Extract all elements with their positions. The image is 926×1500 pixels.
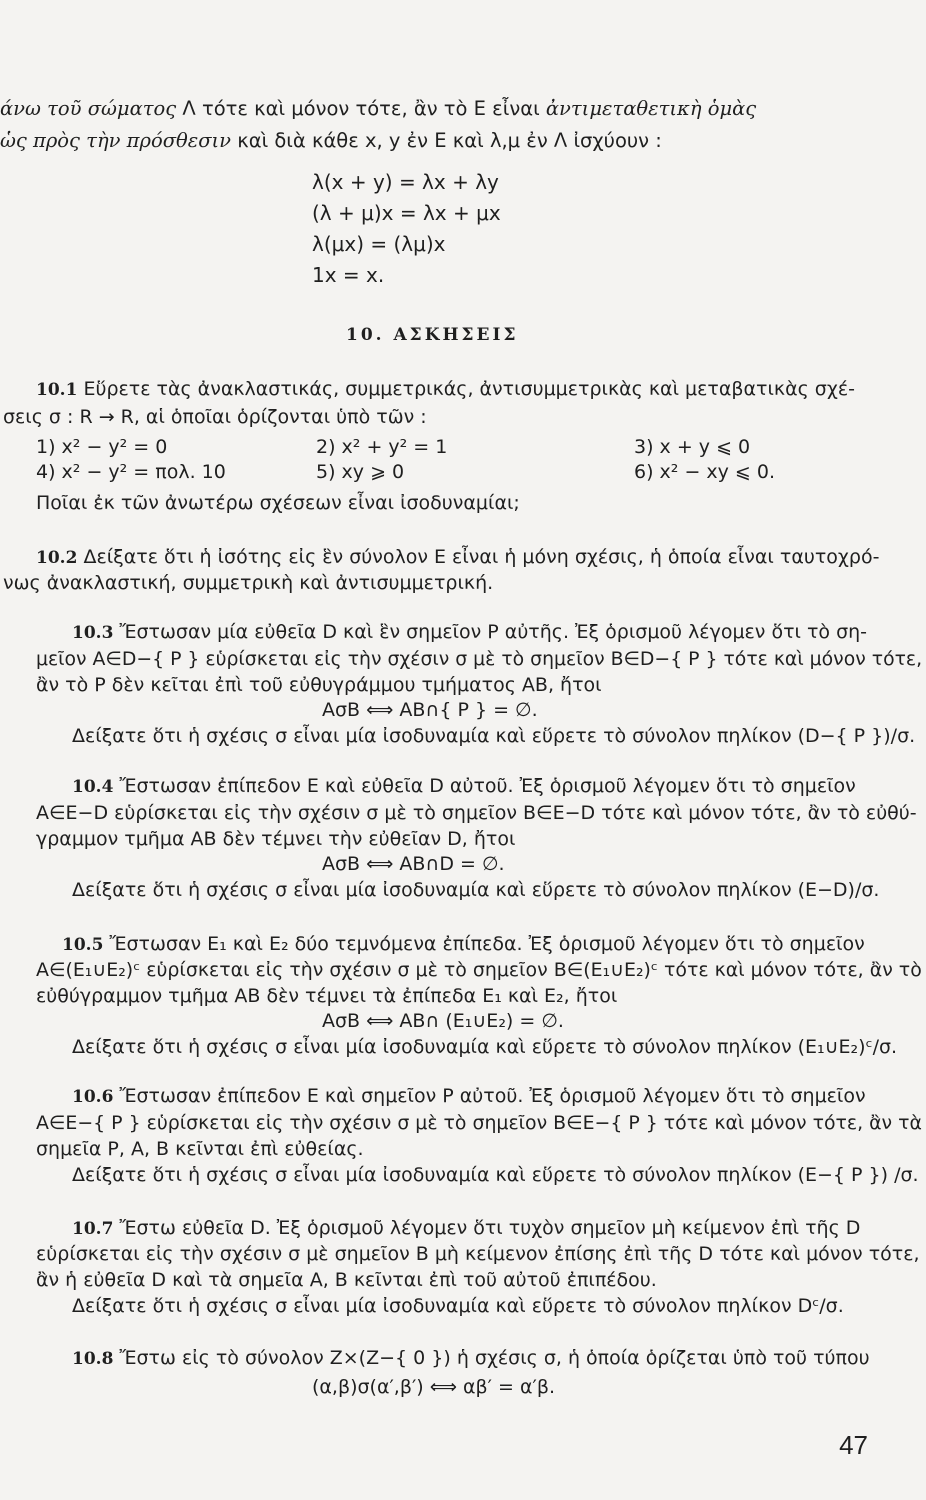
ex5-number: 10.5 — [62, 935, 104, 955]
ex3-number: 10.3 — [72, 623, 114, 643]
formula-1: λ(x + y) = λx + λy — [312, 170, 499, 194]
ex4-line-3: γραμμον τμῆμα ΑΒ δὲν τέμνει τὴν εὐθεῖαν D, ἤτοι — [36, 828, 516, 850]
ex1-rel-5: 5) xy ⩾ 0 — [316, 461, 405, 483]
ex3-line-3: ἂν τὸ Ρ δὲν κεῖται ἐπὶ τοῦ εὐθυγράμμου τμήματος ΑΒ, ἤτοι — [36, 674, 602, 696]
intro-line-1: άνω τοῦ σώματος Λ τότε καὶ μόνον τότε, ἂν τὸ Ε εἶναι ἀντιμεταθετικὴ ὁμὰς — [0, 97, 757, 120]
ex4-number: 10.4 — [72, 777, 114, 797]
ex7-line-2: εὑρίσκεται εἰς τὴν σχέσιν σ μὲ σημεῖον Β μὴ κείμενον ἐπίσης ἐπὶ τῆς D τότε καὶ μόνον τότε, — [36, 1243, 920, 1265]
formula-4: 1x = x. — [312, 263, 385, 287]
ex1-question: Ποῖαι ἐκ τῶν ἀνωτέρω σχέσεων εἶναι ἰσοδυναμίαι; — [36, 492, 520, 514]
ex1-rel-4: 4) x² − y² = πολ. 10 — [36, 461, 226, 483]
intro-italic-3: ὡς πρὸς τὴν πρόσθεσιν — [0, 129, 232, 152]
ex2-line-2: νως ἀνακλαστική, συμμετρικὴ καὶ ἀντισυμμετρική. — [3, 572, 494, 594]
ex4-line-1: 10.4 Ἔστωσαν ἐπίπεδον Ε καὶ εὐθεῖα D αὐτοῦ. Ἐξ ὁρισμοῦ λέγομεν ὅτι τὸ σημεῖον — [72, 775, 856, 797]
ex6-line-4: Δείξατε ὅτι ἡ σχέσις σ εἶναι μία ἰσοδυναμία καὶ εὕρετε τὸ σύνολον πηλίκον (E−{ P }) /σ. — [72, 1164, 919, 1186]
ex5-formula: AσB ⟺ AB∩ (E₁∪E₂) = ∅. — [322, 1010, 564, 1032]
ex8-formula: (α,β)σ(α′,β′) ⟺ αβ′ = α′β. — [312, 1376, 555, 1398]
ex2-number: 10.2 — [36, 548, 78, 568]
ex5-line-2: A∈(E₁∪E₂)ᶜ εὑρίσκεται εἰς τὴν σχέσιν σ μὲ τὸ σημεῖον B∈(E₁∪E₂)ᶜ τότε καὶ μόνον τότε, ἂν τὸ — [36, 959, 922, 981]
ex1-rel-3: 3) x + y ⩽ 0 — [634, 436, 751, 458]
page-number: 47 — [839, 1430, 868, 1460]
ex7-line-3: ἂν ἡ εὐθεῖα D καὶ τὰ σημεῖα Α, Β κεῖνται ἐπὶ τοῦ αὐτοῦ ἐπιπέδου. — [36, 1269, 657, 1291]
ex4-line-2: A∈E−D εὑρίσκεται εἰς τὴν σχέσιν σ μὲ τὸ σημεῖον B∈E−D τότε καὶ μόνον τότε, ἂν τὸ εὐθύ- — [36, 802, 917, 824]
formula-2: (λ + μ)x = λx + μx — [312, 201, 501, 225]
intro-line-2: ὡς πρὸς τὴν πρόσθεσιν καὶ διὰ κάθε x, y ἐν Ε καὶ λ,μ ἐν Λ ἰσχύουν : — [0, 129, 662, 152]
ex5-line-3: εὐθύγραμμον τμῆμα ΑΒ δὲν τέμνει τὰ ἐπίπεδα E₁ καὶ E₂, ἤτοι — [36, 985, 618, 1007]
ex3-formula: AσB ⟺ AB∩{ P } = ∅. — [322, 699, 538, 721]
ex5-line-4: Δείξατε ὅτι ἡ σχέσις σ εἶναι μία ἰσοδυναμία καὶ εὕρετε τὸ σύνολον πηλίκον (E₁∪E₂)ᶜ/σ. — [72, 1036, 898, 1058]
ex6-line-1: 10.6 Ἔστωσαν ἐπίπεδον Ε καὶ σημεῖον Ρ αὐτοῦ. Ἐξ ὁρισμοῦ λέγομεν ὅτι τὸ σημεῖον — [72, 1085, 866, 1107]
ex6-line-3: σημεῖα Ρ, Α, Β κεῖνται ἐπὶ εὐθείας. — [36, 1138, 364, 1160]
ex1-number: 10.1 — [36, 380, 78, 400]
ex1-rel-1: 1) x² − y² = 0 — [36, 436, 168, 458]
ex7-number: 10.7 — [72, 1219, 114, 1239]
ex2-line-1: 10.2 Δείξατε ὅτι ἡ ἰσότης εἰς ἓν σύνολον Ε εἶναι ἡ μόνη σχέσις, ἡ ὁποία εἶναι ταυτοχρό- — [36, 546, 880, 568]
ex4-line-4: Δείξατε ὅτι ἡ σχέσις σ εἶναι μία ἰσοδυναμία καὶ εὕρετε τὸ σύνολον πηλίκον (E−D)/σ. — [72, 879, 880, 901]
ex7-line-4: Δείξατε ὅτι ἡ σχέσις σ εἶναι μία ἰσοδυναμία καὶ εὕρετε τὸ σύνολον πηλίκον Dᶜ/σ. — [72, 1295, 844, 1317]
section-heading: 10. ΑΣΚΗΣΕΙΣ — [346, 325, 519, 345]
ex4-formula: AσB ⟺ AB∩D = ∅. — [322, 853, 505, 875]
ex8-number: 10.8 — [72, 1349, 114, 1369]
ex1-rel-2: 2) x² + y² = 1 — [316, 436, 448, 458]
ex3-line-2: μεῖον A∈D−{ P } εὑρίσκεται εἰς τὴν σχέσιν σ μὲ τὸ σημεῖον B∈D−{ P } τότε καὶ μόνον τότε, — [36, 648, 923, 670]
ex3-line-1: 10.3 Ἔστωσαν μία εὐθεῖα D καὶ ἓν σημεῖον Ρ αὐτῆς. Ἐξ ὁρισμοῦ λέγομεν ὅτι τὸ ση- — [72, 621, 868, 643]
ex1-line-1: 10.1 Εὕρετε τὰς ἀνακλαστικάς, συμμετρικάς, ἀντισυμμετρικὰς καὶ μεταβατικὰς σχέ- — [36, 378, 855, 400]
ex8-line-1: 10.8 Ἔστω εἰς τὸ σύνολον Z×(Z−{ 0 }) ἡ σχέσις σ, ἡ ὁποία ὁρίζεται ὑπὸ τοῦ τύπου — [72, 1347, 870, 1369]
ex5-line-1: 10.5 Ἔστωσαν E₁ καὶ E₂ δύο τεμνόμενα ἐπίπεδα. Ἐξ ὁρισμοῦ λέγομεν ὅτι τὸ σημεῖον — [62, 933, 865, 955]
ex1-rel-6: 6) x² − xy ⩽ 0. — [634, 461, 776, 483]
intro-italic-2: ἀντιμεταθετικὴ ὁμὰς — [545, 97, 757, 120]
ex7-line-1: 10.7 Ἔστω εὐθεῖα D. Ἐξ ὁρισμοῦ λέγομεν ὅτι τυχὸν σημεῖον μὴ κείμενον ἐπὶ τῆς D — [72, 1217, 861, 1239]
ex1-line-2: σεις σ : R → R, αἱ ὁποῖαι ὁρίζονται ὑπὸ τῶν : — [3, 406, 427, 428]
ex6-number: 10.6 — [72, 1087, 114, 1107]
ex6-line-2: A∈E−{ P } εὑρίσκεται εἰς τὴν σχέσιν σ μὲ τὸ σημεῖον B∈E−{ P } τότε καὶ μόνον τότε, ἂν τὰ — [36, 1112, 922, 1134]
intro-italic-1: άνω τοῦ σώματος — [0, 97, 177, 120]
ex3-line-4: Δείξατε ὅτι ἡ σχέσις σ εἶναι μία ἰσοδυναμία καὶ εὕρετε τὸ σύνολον πηλίκον (D−{ P })/σ. — [72, 725, 916, 747]
formula-3: λ(μx) = (λμ)x — [312, 232, 446, 256]
